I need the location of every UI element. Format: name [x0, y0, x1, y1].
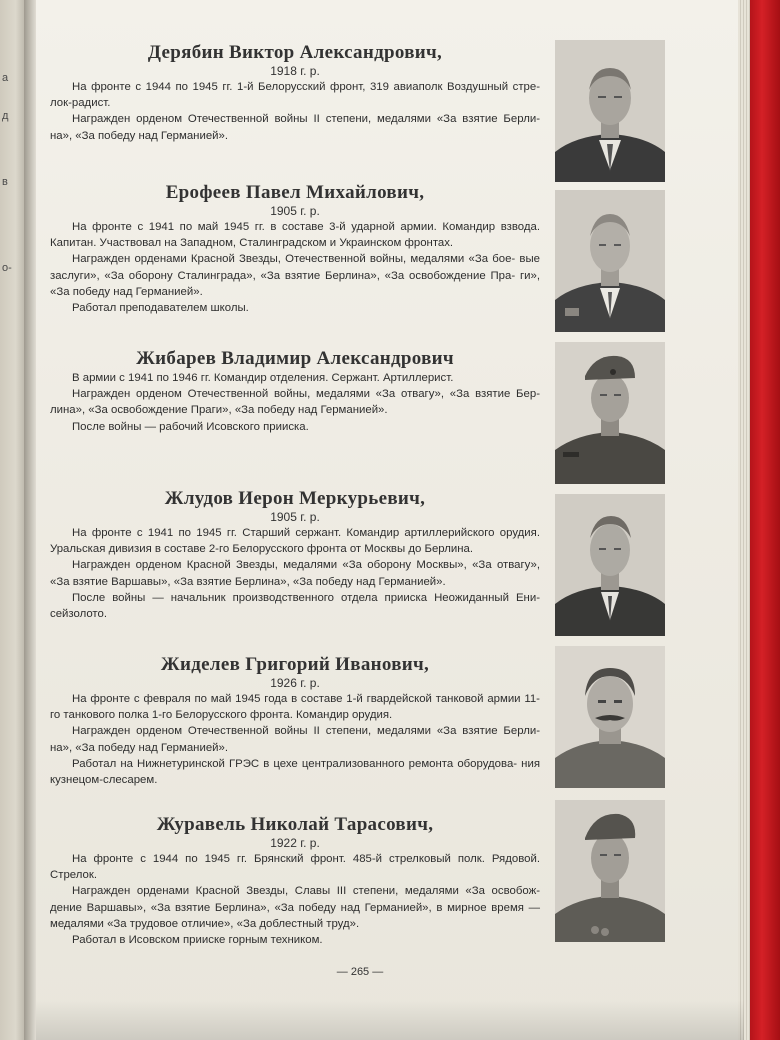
red-book-cover: [750, 0, 780, 1040]
margin-fragment: о-: [2, 262, 12, 274]
entry-paragraph: После войны — рабочий Исовского прииска.: [72, 420, 309, 433]
entry-name: Дерябин Виктор Александрович,: [147, 42, 443, 63]
portrait-photo: [555, 494, 665, 636]
portrait-photo: [555, 646, 665, 788]
entry-paragraph: Награжден орденом Красной Звезды, медалями «За оборону Москвы», «За отвагу», «За взятие Варшавы», «За взятие Берлина», «За победу над Германией».: [50, 559, 540, 588]
entry-name: Жлудов Иерон Меркурьевич,: [164, 488, 426, 509]
margin-fragment: д: [2, 110, 9, 122]
entry-birth-year: 1922 г. р.: [270, 836, 320, 850]
portrait-photo: [555, 190, 665, 332]
margin-fragment: а: [2, 72, 9, 84]
entry-name: Жиделев Григорий Иванович,: [160, 654, 430, 675]
entry-paragraph: Работал в Исовском прииске горным техником.: [72, 934, 323, 947]
entry-zhidelev: [50, 654, 540, 788]
entry-birth-year: 1918 г. р.: [270, 64, 320, 78]
entry-paragraph: Награжден орденом Отечественной войны II степени, медалями «За взятие Берли- на», «За победу над Германией».: [50, 725, 540, 754]
entry-paragraph: Награжден орденом Отечественной войны, медалями «За отвагу», «За взятие Бер- лина», «За освобождение Праги», «За победу над Германией».: [50, 388, 540, 417]
page-shadow: [36, 1000, 744, 1040]
entry-paragraph: Награжден орденами Красной Звезды, Славы III степени, медалями «За освобож- дение Варшавы», «За взятие Берлина», «За победу над Германией», в мирное время — медалями «За трудовое отличие», «За доблестный труд».: [50, 885, 540, 930]
entry-zhuravel: [50, 814, 540, 948]
entry-deryabin: [50, 42, 540, 144]
portrait-photo: [555, 342, 665, 484]
entry-paragraph: После войны — начальник производственного отдела прииска Неожиданный Ени- сейзолото.: [50, 591, 540, 621]
entry-name: Ерофеев Павел Михайлович,: [165, 182, 425, 203]
entry-birth-year: 1905 г. р.: [270, 510, 320, 524]
entry-paragraph: На фронте с 1941 по 1945 гг. Старший сержант. Командир артиллерийского орудия. Уральская дивизия в составе 2-го Белорусского фронта от Москвы до Берлина.: [50, 527, 540, 556]
entry-name: Жибарев Владимир Александрович: [136, 348, 454, 369]
entry-zhludov: [50, 488, 540, 622]
margin-fragment: в: [2, 176, 8, 188]
entry-name: Журавель Николай Тарасович,: [156, 814, 434, 835]
entry-birth-year: 1905 г. р.: [270, 204, 320, 218]
entry-paragraph: Работал преподавателем школы.: [72, 302, 249, 315]
entry-paragraph: Награжден орденами Красной Звезды, Отечественной войны, медалями «За бое- вые заслуги», «За оборону Сталинграда», «За взятие Берлина», «За освобождение Пра- ги», «За победу над Германией».: [50, 253, 540, 298]
entry-paragraph: Награжден орденом Отечественной войны II степени, медалями «За взятие Берли- на», «За победу над Германией».: [50, 113, 540, 142]
entry-erofeev: [50, 182, 540, 316]
entry-paragraph: В армии с 1941 по 1946 гг. Командир отделения. Сержант. Артиллерист.: [72, 372, 454, 384]
entry-paragraph: На фронте с 1941 по май 1945 гг. в составе 3-й ударной армии. Командир взвода. Капитан. Участвовал на Западном, Сталинградском и Украинском фронтах.: [50, 221, 540, 250]
entry-paragraph: На фронте с 1944 по 1945 гг. 1-й Белорусский фронт, 319 авиаполк Воздушный стре- лок-радист.: [50, 81, 540, 110]
entry-paragraph: Работал на Нижнетуринской ГРЭС в цехе централизованного ремонта оборудова- ния кузнецом-слесарем.: [50, 757, 540, 787]
portrait-photo: [555, 800, 665, 942]
entry-birth-year: 1926 г. р.: [270, 676, 320, 690]
entry-paragraph: На фронте с февраля по май 1945 года в составе 1-й гвардейской танковой армии 11-го танкового полка 1-го Белорусского фронта. Командир орудия.: [50, 693, 540, 722]
entry-paragraph: На фронте с 1944 по 1945 гг. Брянский фронт. 485-й стрелковый полк. Рядовой. Стрелок.: [50, 853, 540, 882]
previous-page-edge: [0, 0, 26, 1040]
portrait-photo: [555, 40, 665, 182]
entry-zhibarev: [50, 348, 540, 435]
page-number: — 265 —: [336, 966, 384, 978]
